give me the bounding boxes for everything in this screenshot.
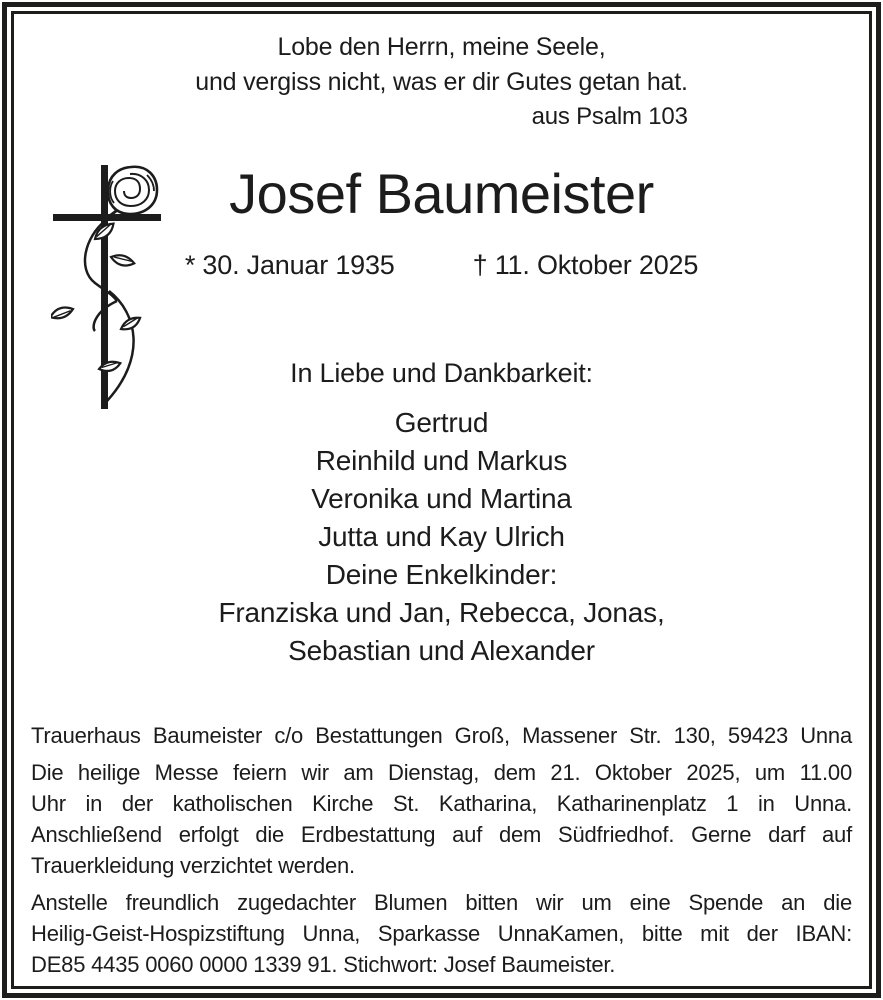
family-line: Sebastian und Alexander <box>288 635 595 666</box>
deceased-name: Josef Baumeister <box>229 162 654 225</box>
funeral-home-line: Trauerhaus Baumeister c/o Bestattungen Groß, Massener Str. 130, 59423 Unna <box>31 723 852 748</box>
inner-border-frame <box>11 11 872 989</box>
donation-paragraph <box>31 887 852 980</box>
service-paragraph <box>31 757 852 881</box>
service-line: Trauerkleidung verzichtet werden. <box>31 853 355 878</box>
life-dates <box>14 248 869 282</box>
service-line: Uhr in der katholischen Kirche St. Katharina, Katharinenplatz 1 in Unna. <box>31 791 852 816</box>
funeral-home-paragraph <box>31 720 852 751</box>
donation-line: Anstelle freundlich zugedachter Blumen bitten wir um eine Spende an die <box>31 890 852 915</box>
family-line: Franziska und Jan, Rebecca, Jonas, <box>218 597 665 628</box>
service-line: Die heilige Messe feiern wir am Dienstag, dem 21. Oktober 2025, um 11.00 <box>31 760 852 785</box>
family-line: Jutta und Kay Ulrich <box>318 521 565 552</box>
family-line: Gertrud <box>394 407 489 438</box>
psalm-quote-line-1: Lobe den Herrn, meine Seele, <box>277 33 606 61</box>
family-line: Veronika und Martina <box>311 483 572 514</box>
family-line: Deine Enkelkinder: <box>325 559 558 590</box>
birth-date: * 30. Januar 1935 <box>184 250 395 280</box>
family-line: Reinhild und Markus <box>315 445 568 476</box>
psalm-attribution: aus Psalm 103 <box>531 103 688 130</box>
mourning-intro: In Liebe und Dankbarkeit: <box>290 358 593 388</box>
details-section <box>31 720 852 980</box>
donation-line: Heilig-Geist-Hospizstiftung Unna, Sparkasse UnnaKamen, bitte mit der IBAN: <box>31 921 852 946</box>
psalm-quote <box>14 30 869 134</box>
family-list <box>14 404 869 670</box>
donation-line: DE85 4435 0060 0000 1339 91. Stichwort: Josef Baumeister. <box>31 952 616 977</box>
service-line: Anschließend erfolgt die Erdbestattung auf dem Südfriedhof. Gerne darf auf <box>31 822 852 847</box>
psalm-quote-line-2: und vergiss nicht, was er dir Gutes getan hat. <box>195 68 688 96</box>
outer-border-frame <box>2 2 881 998</box>
death-date: † 11. Oktober 2025 <box>472 250 699 280</box>
